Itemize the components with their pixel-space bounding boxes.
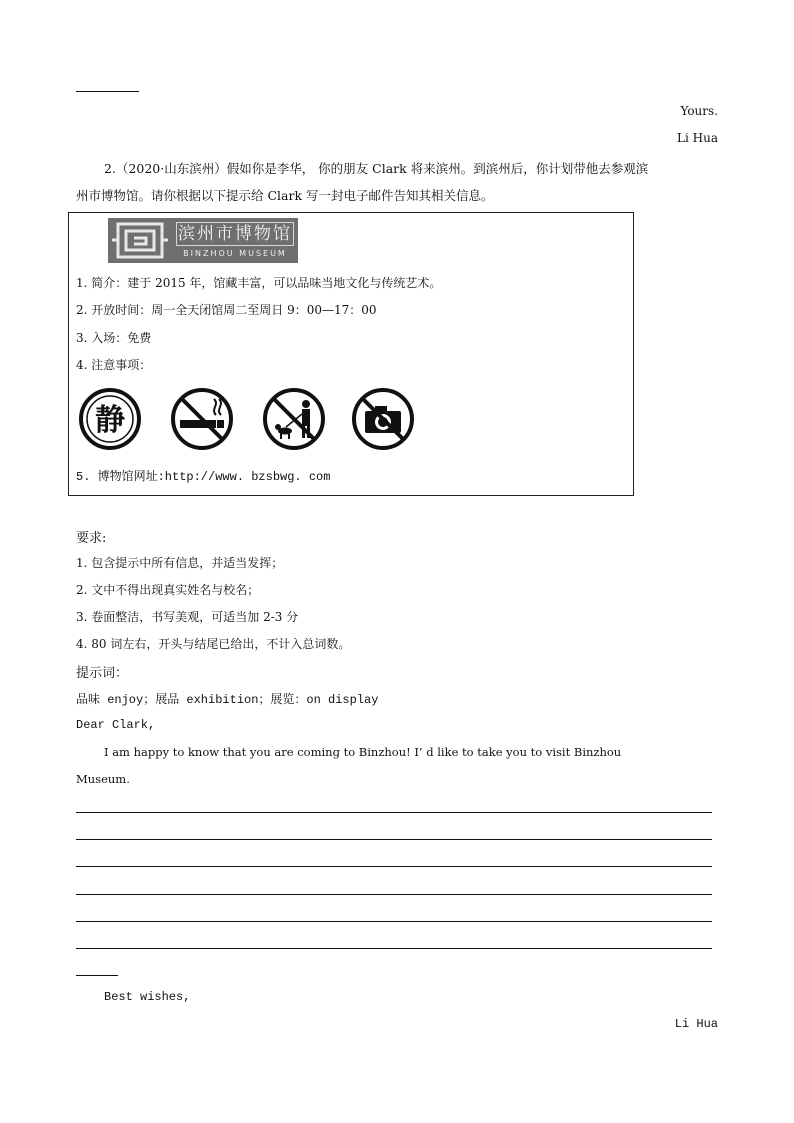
- question-prompt-line2: 州市博物馆。请你根据以下提示给 Clark 写一封电子邮件告知其相关信息。: [76, 188, 494, 203]
- no-pets-sign-icon: [262, 387, 326, 451]
- museum-logo-english-name: BINZHOU MUSEUM: [183, 249, 287, 258]
- requirement-3: 3. 卷面整洁，书写美观，可适当加 2-3 分: [76, 610, 299, 624]
- museum-logo-chinese-name: 滨州市博物馆: [178, 224, 292, 244]
- quiet-sign-glyph: 静: [95, 403, 125, 438]
- requirement-2: 2. 文中不得出现真实姓名与校名；: [76, 583, 260, 597]
- writing-line-short: [76, 975, 118, 976]
- answer-end-rule-top: [76, 91, 139, 92]
- requirement-4: 4. 80 词左右，开头与结尾已给出，不计入总词数。: [76, 637, 351, 651]
- museum-info-intro: 1. 简介：建于 2015 年，馆藏丰富，可以品味当地文化与传统艺术。: [76, 276, 442, 290]
- museum-emblem-icon: [110, 218, 170, 263]
- letter-body-line2: Museum.: [76, 772, 130, 786]
- requirements-heading: 要求:: [76, 531, 107, 546]
- letter-salutation: Dear Clark,: [76, 718, 156, 732]
- writing-line: [76, 812, 712, 813]
- letter-signature: Li Hua: [674, 1017, 718, 1031]
- museum-logo: [108, 218, 298, 263]
- writing-line: [76, 866, 712, 867]
- quiet-sign-icon: [78, 387, 142, 451]
- writing-line: [76, 948, 712, 949]
- no-smoking-sign-icon: [170, 387, 234, 451]
- museum-info-hours: 2. 开放时间：周一全天闭馆周二至周日 9：00—17：00: [76, 303, 377, 317]
- requirement-1: 1. 包含提示中所有信息，并适当发挥；: [76, 556, 284, 570]
- letter-body-line1: I am happy to know that you are coming to Binzhou! I’ d like to take you to visit Binzhou: [104, 745, 622, 759]
- museum-info-admission: 3. 入场：免费: [76, 331, 152, 345]
- no-photography-sign-icon: [351, 387, 415, 451]
- question-prompt-line1: 2.（2020·山东滨州）假如你是李华， 你的朋友 Clark 将来滨州。到滨州后，你计划带他去参观滨: [104, 161, 649, 176]
- hint-words: 品味 enjoy；展品 exhibition；展览：on display: [76, 693, 379, 707]
- writing-line: [76, 839, 712, 840]
- writing-line: [76, 921, 712, 922]
- museum-info-notes: 4. 注意事项：: [76, 358, 152, 372]
- closing-yours: Yours.: [680, 104, 718, 118]
- letter-closing: Best wishes,: [104, 990, 191, 1004]
- hints-heading: 提示词：: [76, 666, 129, 681]
- closing-name: Li Hua: [677, 131, 718, 145]
- museum-info-website: 5. 博物馆网址:http://www. bzsbwg. com: [76, 470, 331, 484]
- writing-line: [76, 894, 712, 895]
